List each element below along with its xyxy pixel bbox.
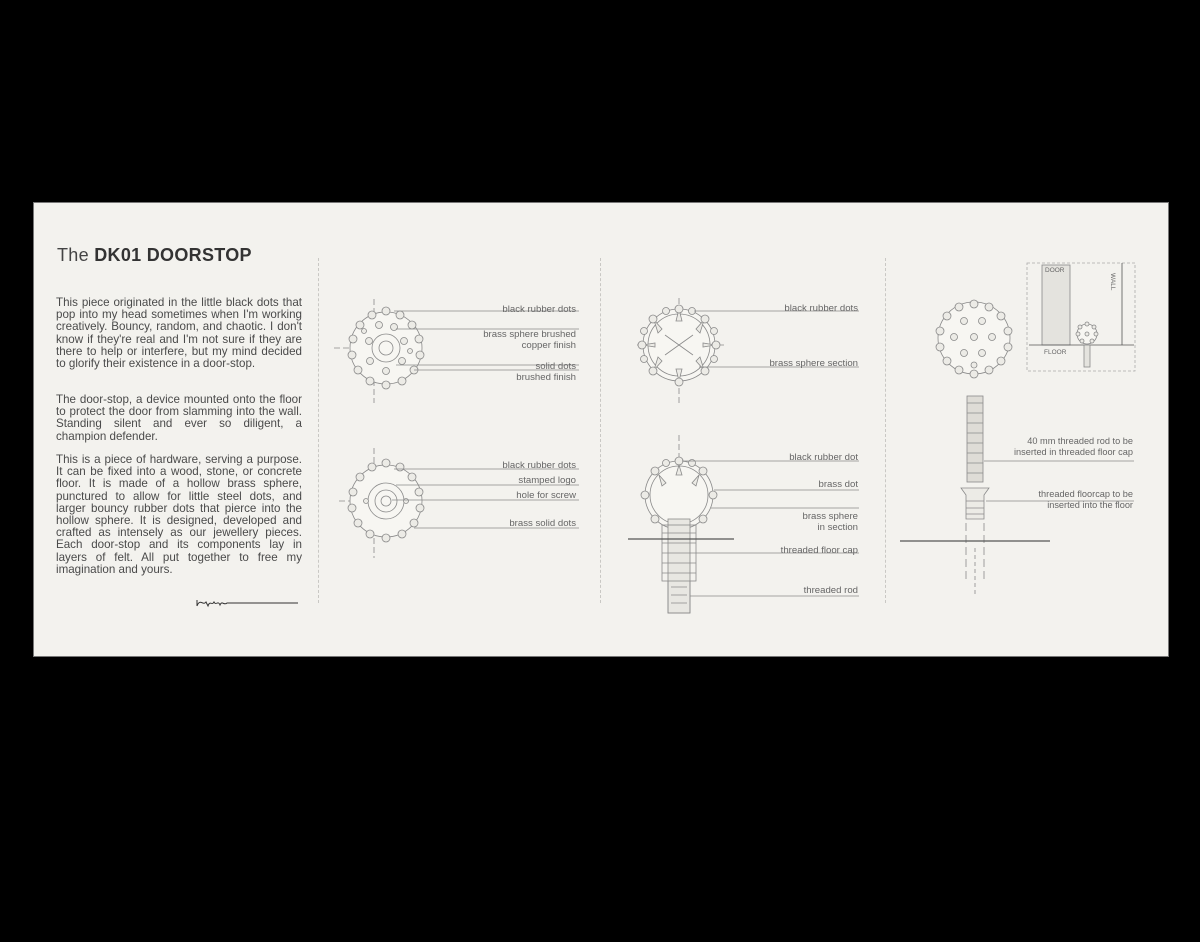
label-threaded-rod-note: 40 mm threaded rod to be inserted in threaded floor cap (1013, 436, 1133, 457)
intro-paragraph-1: This piece originated in the little black dots that pop into my head sometimes when I'm working creatively. Bouncy, random, and chaotic. I don't know if they're real and I'm not sure if they are there to help or interfere, but my mind decided to glorify their existence in a door-stop. (56, 296, 302, 371)
label-hole-for-screw: hole for screw (516, 490, 576, 501)
label-stamped-logo: stamped logo (518, 475, 576, 486)
intro-paragraph-3: This is a piece of hardware, serving a purpose. It can be fixed into a wood, stone, or concrete floor. It is made of a hollow brass sphere, punctured to allow for little steel dots, and larger bouncy rubber dots that pierce into the hollow sphere. It is designed, developed and crafted as intensely as our jewellery pieces. Each door-stop and its components lay in layers of felt. All put together to free my imagination and yours. (56, 453, 302, 576)
label-black-rubber-dots-section: black rubber dots (784, 303, 858, 314)
label-brass-sphere-brushed: brass sphere brushed copper finish (483, 329, 576, 351)
label-black-rubber-dot: black rubber dot (789, 452, 858, 463)
label-brass-solid-dots: brass solid dots (509, 518, 576, 529)
label-brass-dot: brass dot (818, 479, 858, 490)
inset-floor-label: FLOOR (1044, 349, 1067, 356)
intro-paragraph-2: The door-stop, a device mounted onto the floor to protect the door from slamming into the wall. Standing silent and ever so diligent, a champion defender. (56, 393, 302, 443)
drawing-sheet (33, 202, 1169, 657)
label-threaded-rod: threaded rod (803, 585, 858, 596)
label-brass-sphere-section: brass sphere section (769, 358, 858, 369)
label-threaded-floor-cap: threaded floor cap (780, 545, 858, 556)
doorstop-exploded-view (936, 300, 1012, 595)
label-brass-sphere-in-section: brass sphere in section (802, 511, 858, 533)
technical-drawings (34, 203, 1170, 658)
title-prefix: The (57, 245, 89, 265)
title-name: DK01 DOORSTOP (94, 245, 252, 265)
sphere-section-view (637, 298, 724, 403)
inset-wall-label: WALL (1109, 273, 1116, 291)
sphere-front-view (334, 299, 424, 403)
label-floorcap-note: threaded floorcap to be inserted into the floor (1038, 489, 1133, 510)
label-solid-dots: solid dots brushed finish (516, 361, 576, 383)
sphere-assembly-section (641, 435, 717, 613)
label-black-rubber-dots: black rubber dots (502, 304, 576, 315)
inset-door-label: DOOR (1045, 267, 1065, 274)
label-black-rubber-dots-bottom: black rubber dots (502, 460, 576, 471)
sphere-bottom-view (339, 448, 424, 558)
